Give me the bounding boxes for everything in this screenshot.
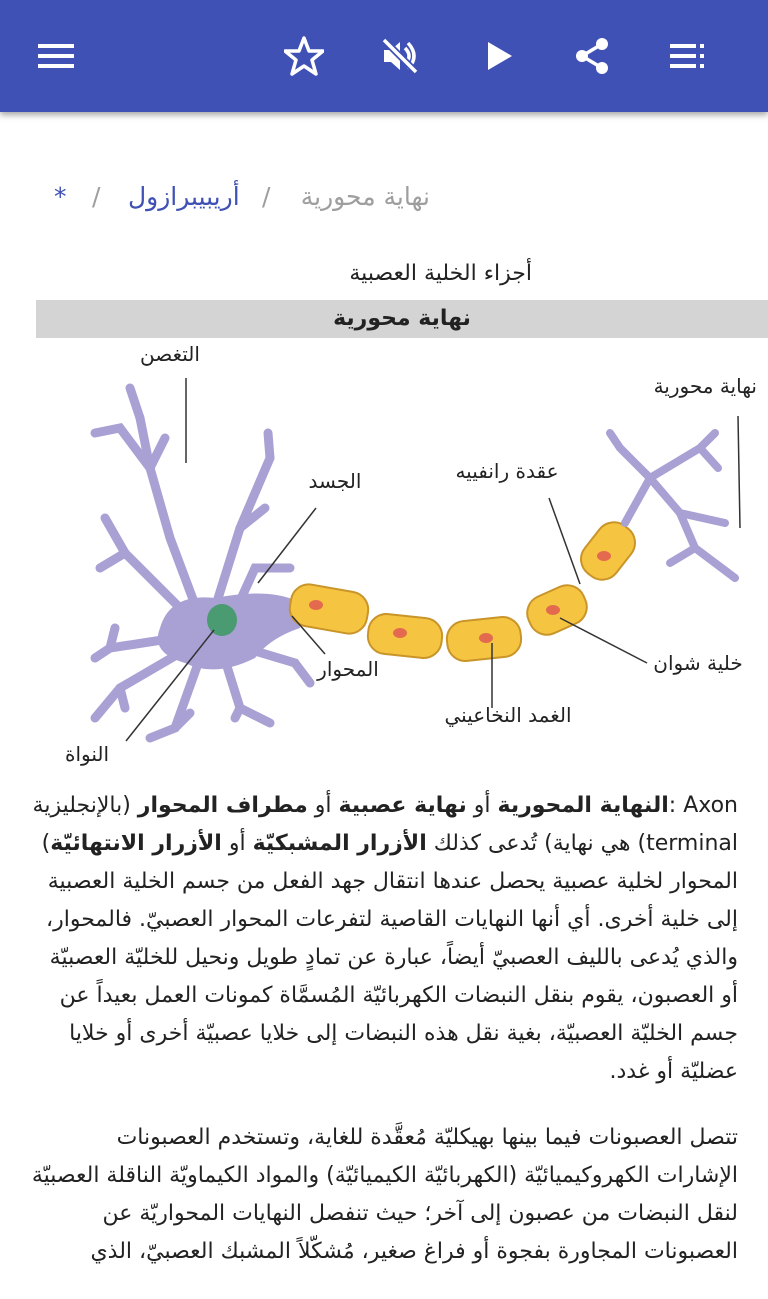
- playlist-icon: [668, 36, 708, 76]
- breadcrumb-separator: /: [262, 182, 271, 211]
- label-schwann-cell: خلية شوان: [653, 651, 743, 675]
- app-bar: [0, 0, 768, 112]
- menu-button[interactable]: [24, 24, 88, 88]
- label-axon-terminal: نهاية محورية: [653, 374, 757, 398]
- breadcrumb-separator: /: [92, 182, 101, 211]
- hamburger-menu-icon: [36, 36, 76, 76]
- neuron-illustration: [95, 388, 735, 738]
- share-button[interactable]: [560, 24, 624, 88]
- share-icon: [572, 36, 612, 76]
- article-body: [30, 787, 738, 1299]
- article-paragraph: Axon :النهاية المحورية أو نهاية عصبية أو مطراف المحوار (بالإنجليزية terminal) هي نهاية) تُدعى كذلك الأزرار المشبكيّة أو الأزرار الانتهائيّة) المحوار لخلية عصبية يحصل عندها انتقال جهد الفعل من جسم الخلية العصبية إلى خلية أخرى. أي أنها النهايات القاصية لتفرعات المحوار العصبيّ. فالمحوار، والذي يُدعى بالليف العصبيّ أيضاً، عبارة عن تمادٍ طويل ونحيل للخليّة العصبيّة أو العصبون، يقوم بنقل النبضات الكهربائيّة المُسمَّاة كمونات العمل بعيداً عن جسم الخليّة العصبيّة، بغية نقل هذه النبضات إلى خلايا عصبيّة أخرى أو خلايا عضليّة أو غدد.: [32, 793, 738, 1084]
- label-node-of-ranvier: عقدة رانفييه: [455, 459, 559, 483]
- breadcrumb-root-link[interactable]: *: [54, 182, 67, 211]
- bold-term: نهاية عصبية: [338, 793, 467, 818]
- label-nucleus: النواة: [64, 742, 110, 766]
- bold-term: مطراف المحوار: [137, 793, 308, 818]
- play-icon: [478, 36, 518, 76]
- favorite-button[interactable]: [272, 24, 336, 88]
- label-myelin-sheath: الغمد النخاعيني: [444, 703, 572, 727]
- infobox-caption: أجزاء الخلية العصبية: [349, 261, 532, 286]
- bold-term: الأزرار المشبكيّة: [252, 831, 427, 856]
- breadcrumb-current: نهاية محورية: [300, 182, 430, 211]
- breadcrumb-parent-link[interactable]: أريبيبرازول: [128, 182, 240, 211]
- bold-term: النهاية المحورية: [497, 793, 669, 818]
- neuron-diagram[interactable]: [0, 338, 768, 770]
- breadcrumb: [0, 182, 768, 222]
- play-button[interactable]: [466, 24, 530, 88]
- label-soma: الجسد: [308, 469, 362, 493]
- article-paragraph: تتصل العصبونات فيما بينها بهيكليّة مُعقَّدة للغاية، وتستخدم العصبونات الإشارات الكهروكيميائيّة (الكهربائيّة الكيميائيّة) والمواد الكيماويّة الناقلة العصبيّة لنقل النبضات من عصبون إلى آخر؛ حيث تنفصل النهايات المحواريّة عن العصبونات المجاورة بفجوة أو فراغ صغير، مُشكّلاً المشبك العصبيّ، الذي: [31, 1125, 738, 1264]
- label-axon: المحوار: [317, 657, 379, 681]
- bold-term: الأزرار الانتهائيّة: [50, 831, 222, 856]
- mute-button[interactable]: [368, 24, 432, 88]
- volume-off-icon: [380, 36, 420, 76]
- playlist-button[interactable]: [656, 24, 720, 88]
- label-dendrite: التغصن: [140, 342, 200, 366]
- star-outline-icon: [284, 36, 324, 76]
- diagram-leader-lines: [126, 378, 743, 741]
- infobox-header: نهاية محورية: [36, 300, 768, 338]
